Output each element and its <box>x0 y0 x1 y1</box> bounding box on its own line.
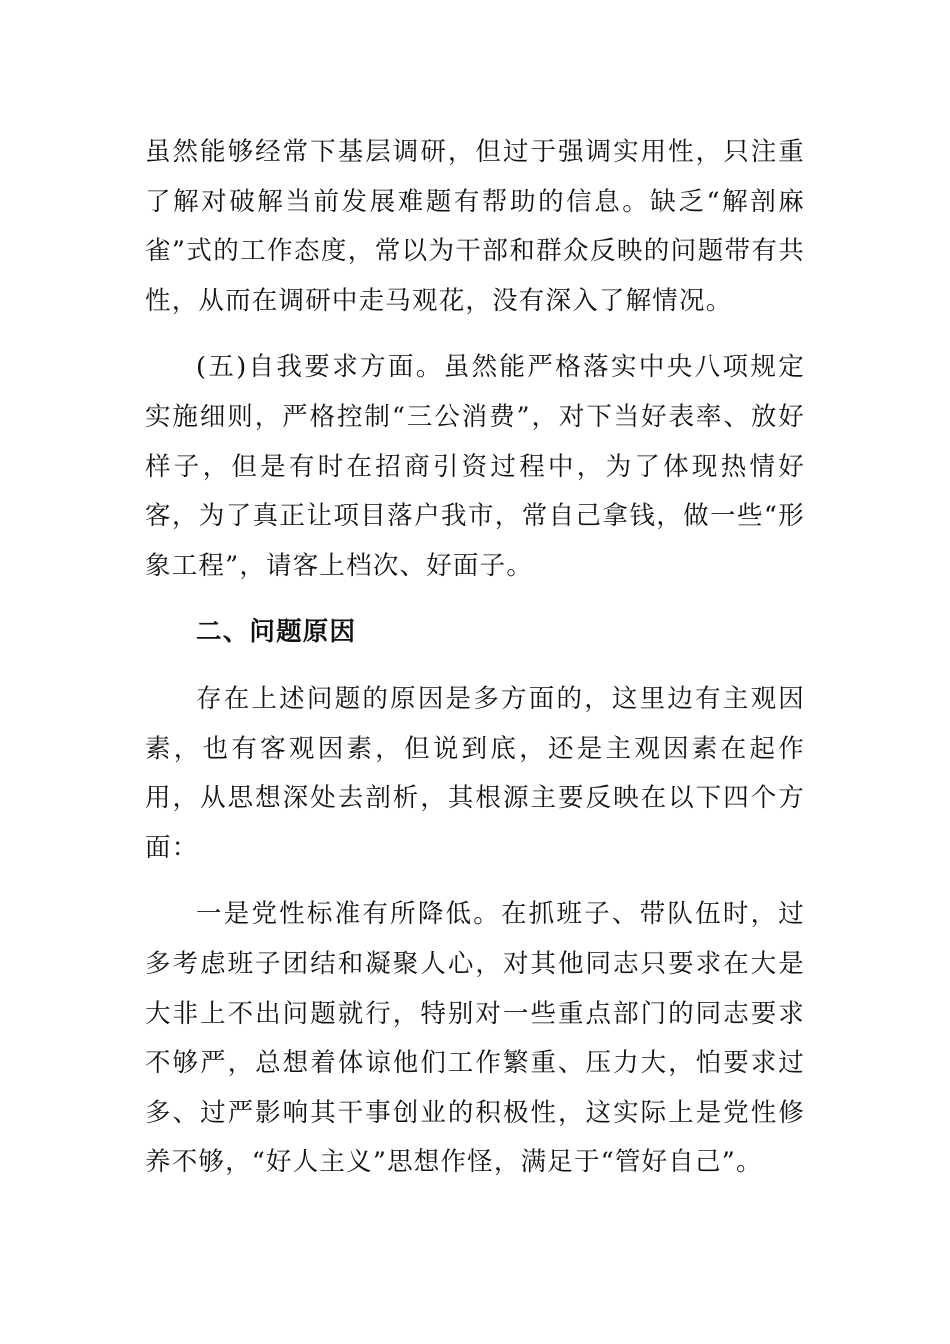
paragraph-party-standard: 一是党性标准有所降低。在抓班子、带队伍时，过多考虑班子团结和凝聚人心，对其他同志只要求在大是大非上不出问题就行，特别对一些重点部门的同志要求不够严，总想着体谅他们工作繁重、压力大，怕要求过多、过严影响其干事创业的积极性，这实际上是党性修养不够，“好人主义”思想作怪，满足于“管好自己”。 <box>145 899 805 1178</box>
section-heading: 二、问题原因 <box>196 617 357 648</box>
paragraph-spacer <box>145 873 805 890</box>
paragraph-spacer <box>145 591 805 608</box>
paragraph-causes-intro: 存在上述问题的原因是多方面的，这里边有主观因素，也有客观因素，但说到底，还是主观因素在起作用，从思想深处去剖析，其根源主要反映在以下四个方面： <box>145 683 805 863</box>
document-body <box>145 128 805 1188</box>
paragraph-continuation: 虽然能够经常下基层调研，但过于强调实用性，只注重了解对破解当前发展难题有帮助的信息。缺乏“解剖麻雀”式的工作态度，常以为干部和群众反映的问题带有共性，从而在调研中走马观花，没有深入了解情况。 <box>145 137 805 316</box>
paragraph-spacer <box>145 326 805 343</box>
paragraph-spacer <box>145 658 805 675</box>
paragraph-self-requirement: (五)自我要求方面。虽然能严格落实中央八项规定实施细则，严格控制“三公消费”，对下当好表率、放好样子，但是有时在招商引资过程中，为了体现热情好客，为了真正让项目落户我市，常自己拿钱，做一些“形象工程”，请客上档次、好面子。 <box>145 352 805 581</box>
